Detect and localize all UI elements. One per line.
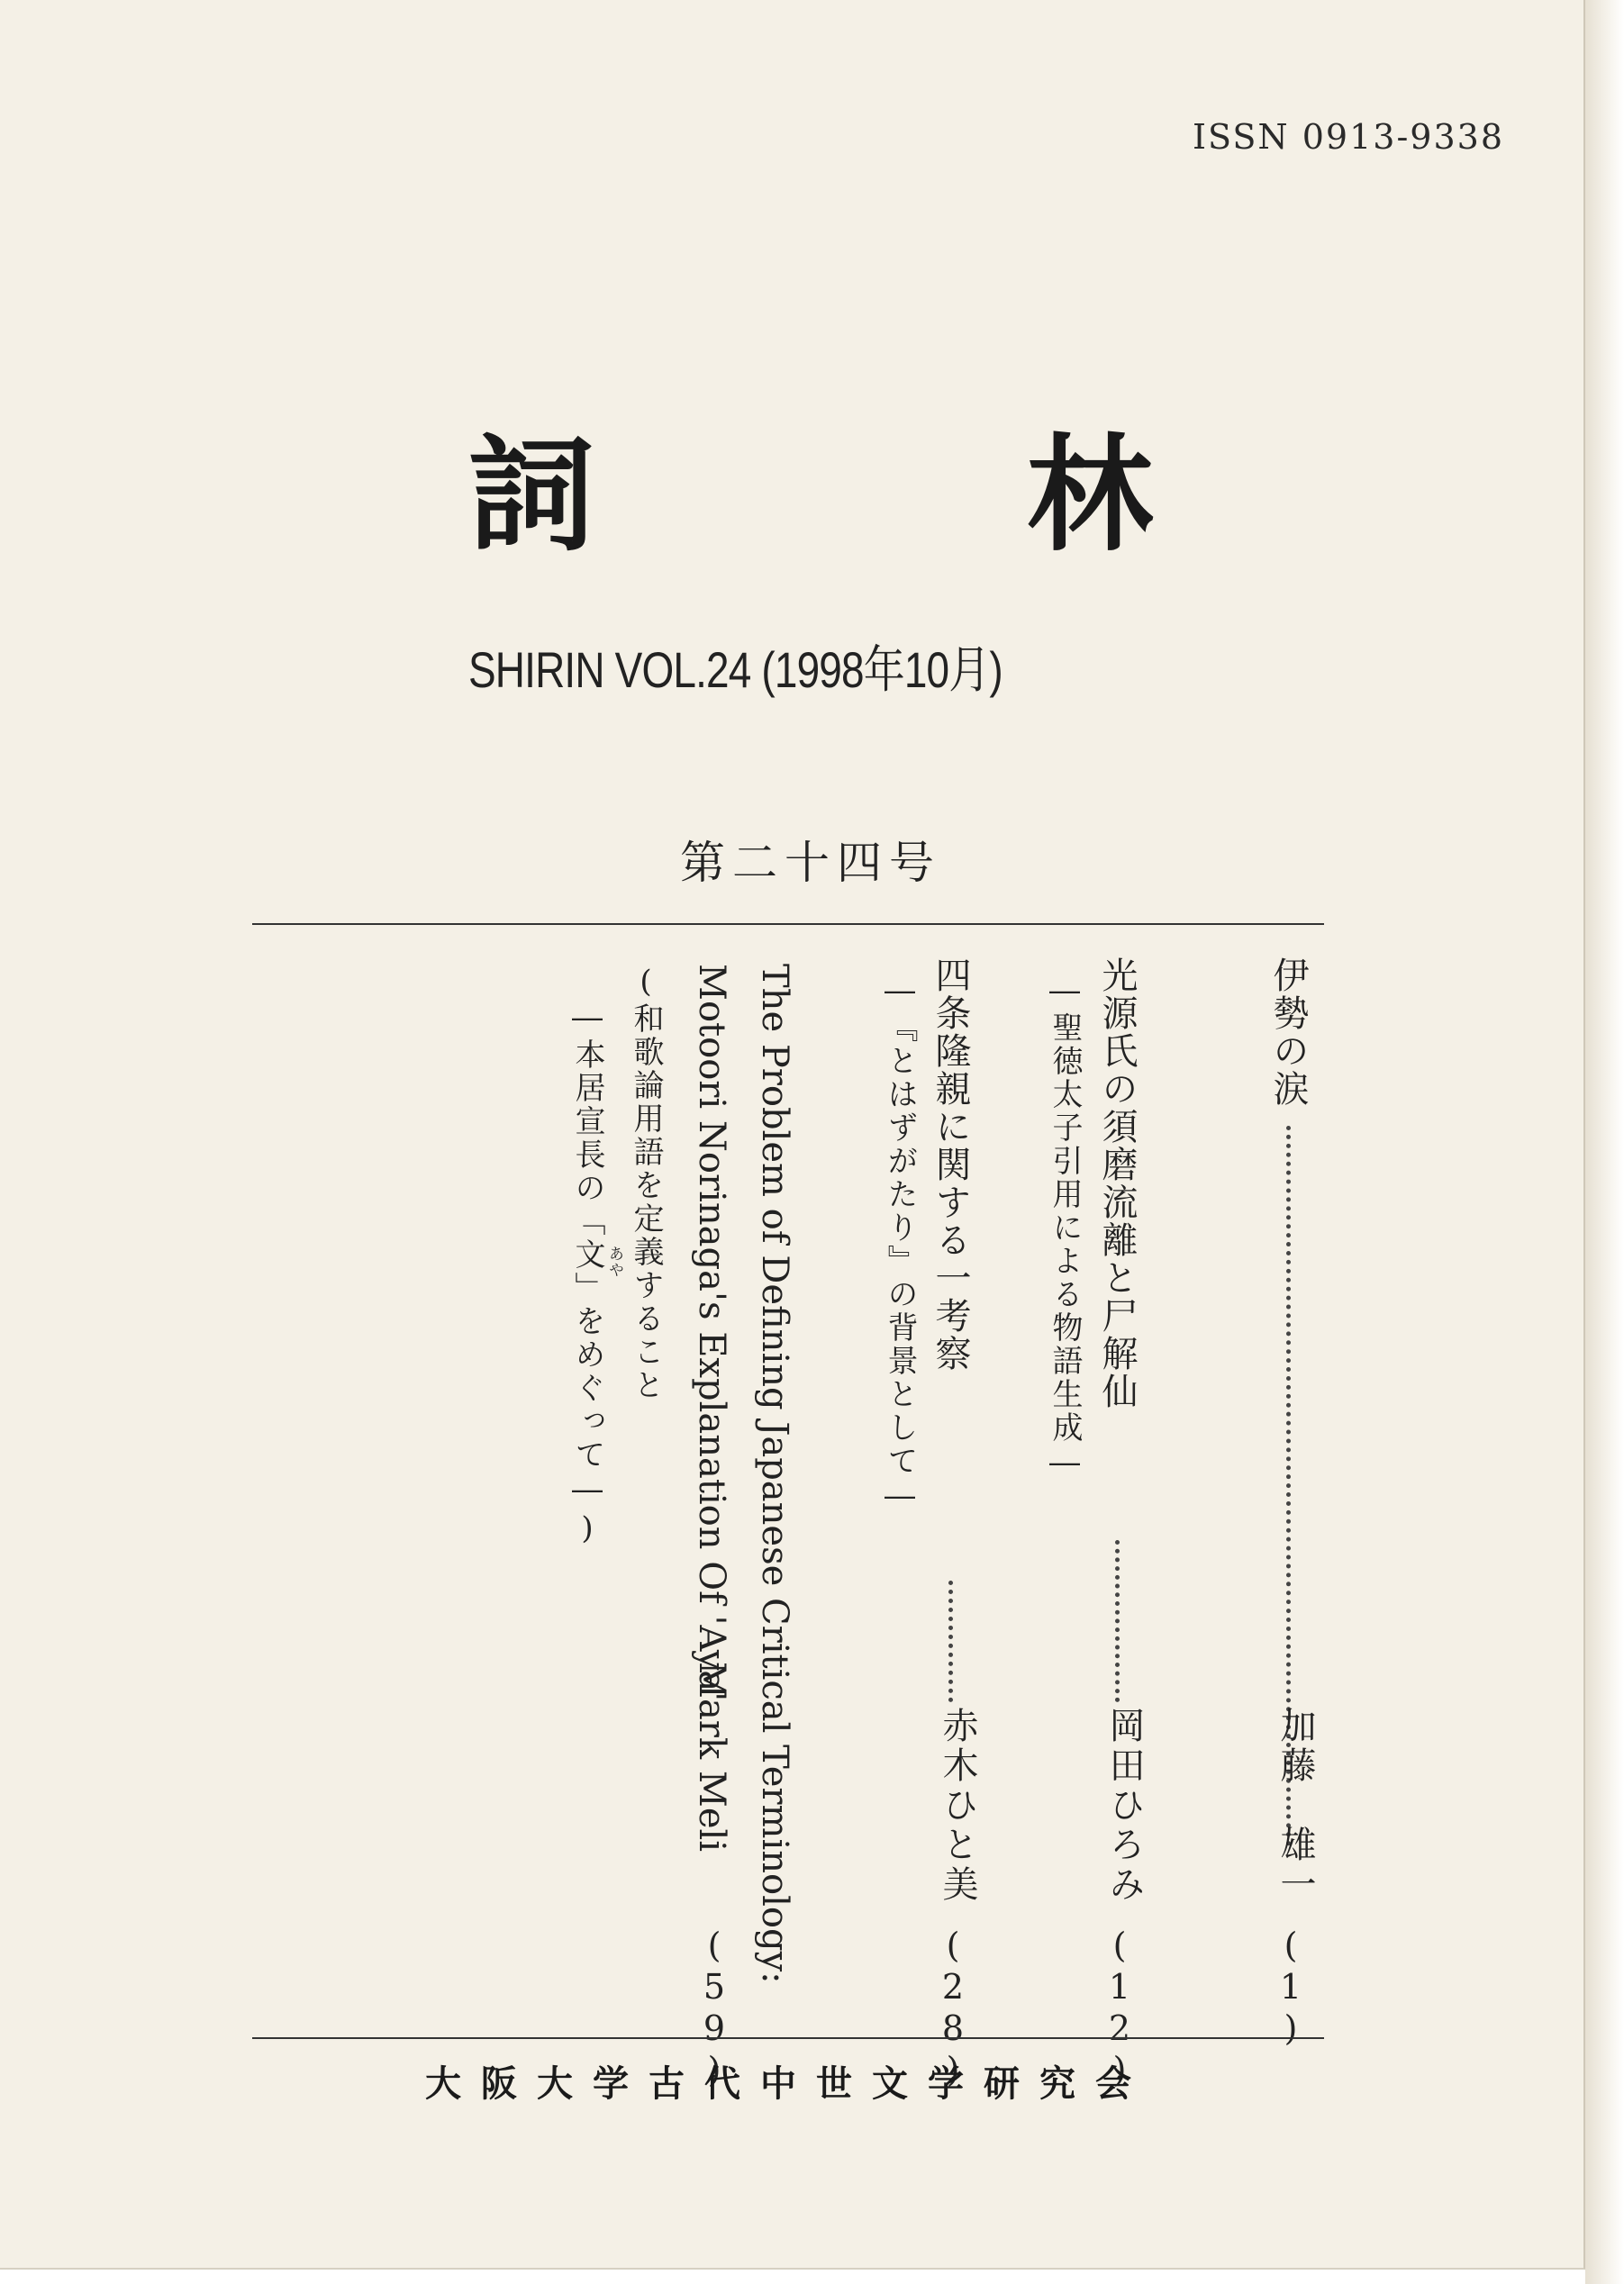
volume-subtitle: SHIRIN VOL.24 (1998年10月)	[468, 641, 1003, 698]
toc-entry-2-title: 光源氏の須磨流離と尸解仙	[1096, 956, 1138, 1410]
publisher-name: 大阪大学古代中世文学研究会	[425, 2063, 1151, 2105]
top-divider	[252, 923, 1324, 925]
toc-entry-2-subtitle: ―聖徳太子引用による物語生成―	[1047, 973, 1083, 1483]
toc-entry-3-leader	[948, 1581, 953, 1702]
issn-number: ISSN 0913-9338	[1193, 117, 1504, 157]
toc-entry-1-page: (1)	[1271, 1926, 1311, 2050]
toc-entry-2-page: (12)	[1100, 1926, 1139, 2091]
toc-entry-3-author: 赤木ひと美	[937, 1707, 978, 1905]
issue-number: 第二十四号	[680, 837, 941, 889]
toc-entry-1-title: 伊勢の涙	[1267, 956, 1309, 1108]
toc-entry-2-leader	[1115, 1540, 1120, 1702]
toc-entry-1-author: 加藤 雄一	[1275, 1707, 1316, 1905]
toc-entry-4-page: (59)	[694, 1926, 734, 2091]
toc-entry-4-subtitle: (和歌論用語を定義すること	[628, 964, 664, 1402]
toc-entry-4-subtitle-line2: ―本居宣長の「文」をめぐって―)	[569, 1000, 605, 1549]
toc-entry-2-author: 岡田ひろみ	[1103, 1707, 1145, 1905]
journal-title	[468, 421, 1153, 569]
title-char-2: 林	[1026, 421, 1153, 569]
toc-entry-3-title: 四条隆親に関する一考察	[930, 956, 971, 1373]
toc-entry-4-author: Mark Meli	[691, 1662, 732, 1853]
spine-edge	[1585, 0, 1624, 2284]
toc-entry-4-title-line2: Motoori Norinaga's Explanation Of 'Aya'	[691, 964, 732, 1702]
toc-entry-4-title: The Problem of Defining Japanese Critical Terminology:	[754, 964, 795, 1984]
toc-entry-3-subtitle: ―『とはずがたり』の背景として―	[882, 973, 918, 1517]
title-char-1: 詞	[468, 421, 595, 569]
toc-entry-4-ruby: あや	[605, 1246, 623, 1278]
toc-entry-3-page: (28)	[933, 1926, 973, 2091]
bottom-divider	[252, 2037, 1324, 2039]
